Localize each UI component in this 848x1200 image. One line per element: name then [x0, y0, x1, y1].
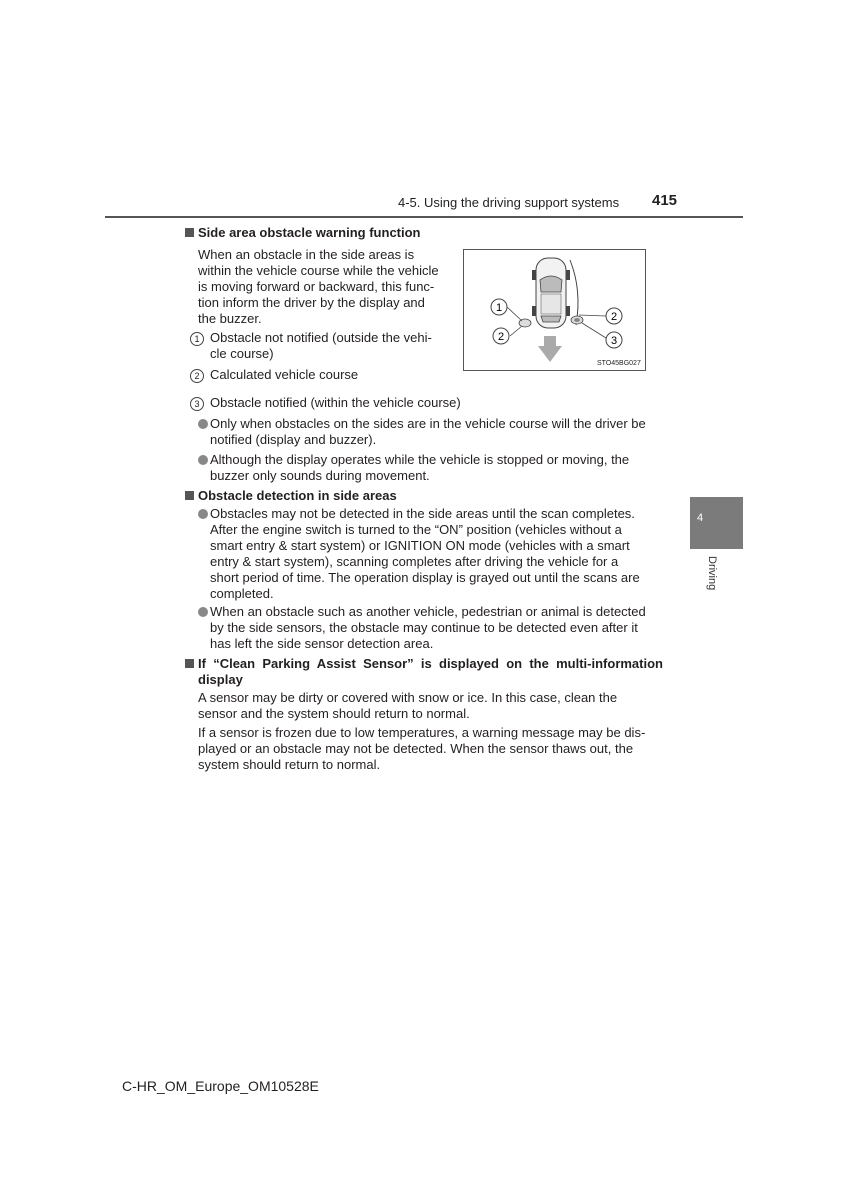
legend-item-1: Obstacle not notified (outside the vehi- cle course) [210, 330, 432, 361]
note-bullet: When an obstacle such as another vehicle, pedestrian or animal is detected by the side sensors, the obstacle may continue to be detected even after it has left the side sensor detection area. [210, 604, 646, 651]
square-bullet-icon [185, 491, 194, 500]
svg-text:1: 1 [495, 302, 503, 314]
chapter-number: 4 [697, 512, 704, 524]
figure-code: STO45BG027 [597, 360, 641, 367]
square-bullet-icon [185, 659, 194, 668]
section-heading-clean-sensor: If “Clean Parking Assist Sensor” is displayed on the multi-information display [185, 656, 663, 688]
circled-number-2: 2 [190, 369, 204, 383]
svg-text:2: 2 [610, 311, 618, 323]
section-heading-side-area: Side area obstacle warning function [185, 225, 663, 241]
vehicle-course-figure [463, 249, 646, 371]
note-bullet: Only when obstacles on the sides are in the vehicle course will the driver be notified (display and buzzer). [210, 416, 646, 447]
note-bullet: Obstacles may not be detected in the side areas until the scan completes. After the engine switch is turned to the “ON” position (vehicles without a smart entry & start system) or IGNITION ON mode (vehicles with a smart entry & start system), scanning completes after driving the vehicle for a short period of time. The operation display is grayed out until the scans are completed. [210, 506, 640, 601]
header-divider [105, 216, 743, 218]
legend-item-3: Obstacle notified (within the vehicle course) [210, 395, 461, 410]
section-heading-obstacle-detection: Obstacle detection in side areas [185, 488, 663, 504]
legend-item-2: Calculated vehicle course [210, 367, 359, 382]
circled-number-1: 1 [190, 332, 204, 346]
bullet-dot-icon [198, 419, 208, 429]
note-bullet: Although the display operates while the vehicle is stopped or moving, the buzzer only sounds during movement. [210, 452, 630, 483]
clean-sensor-paragraph-2: If a sensor is frozen due to low temperatures, a warning message may be dis- played or an obstacle may not be detected. When the sensor thaws out, the system should return to normal. [198, 725, 646, 772]
document-code: C-HR_OM_Europe_OM10528E [122, 1078, 319, 1094]
bullet-dot-icon [198, 455, 208, 465]
square-bullet-icon [185, 228, 194, 237]
chapter-label: Driving [706, 556, 718, 591]
bullet-dot-icon [198, 509, 208, 519]
side-area-intro: When an obstacle in the side areas is within the vehicle course while the vehicle is moving forward or backward, this func- tion inform the driver by the display and the buzzer. [198, 247, 439, 326]
circled-number-3: 3 [190, 397, 204, 411]
clean-sensor-paragraph-1: A sensor may be dirty or covered with snow or ice. In this case, clean the sensor and the system should return to normal. [198, 690, 618, 721]
svg-text:3: 3 [610, 335, 618, 347]
running-header-title: 4-5. Using the driving support systems [398, 195, 620, 210]
bullet-dot-icon [198, 607, 208, 617]
vehicle-course-illustration [464, 250, 645, 370]
svg-text:2: 2 [497, 331, 505, 343]
page-number: 415 [652, 192, 678, 209]
